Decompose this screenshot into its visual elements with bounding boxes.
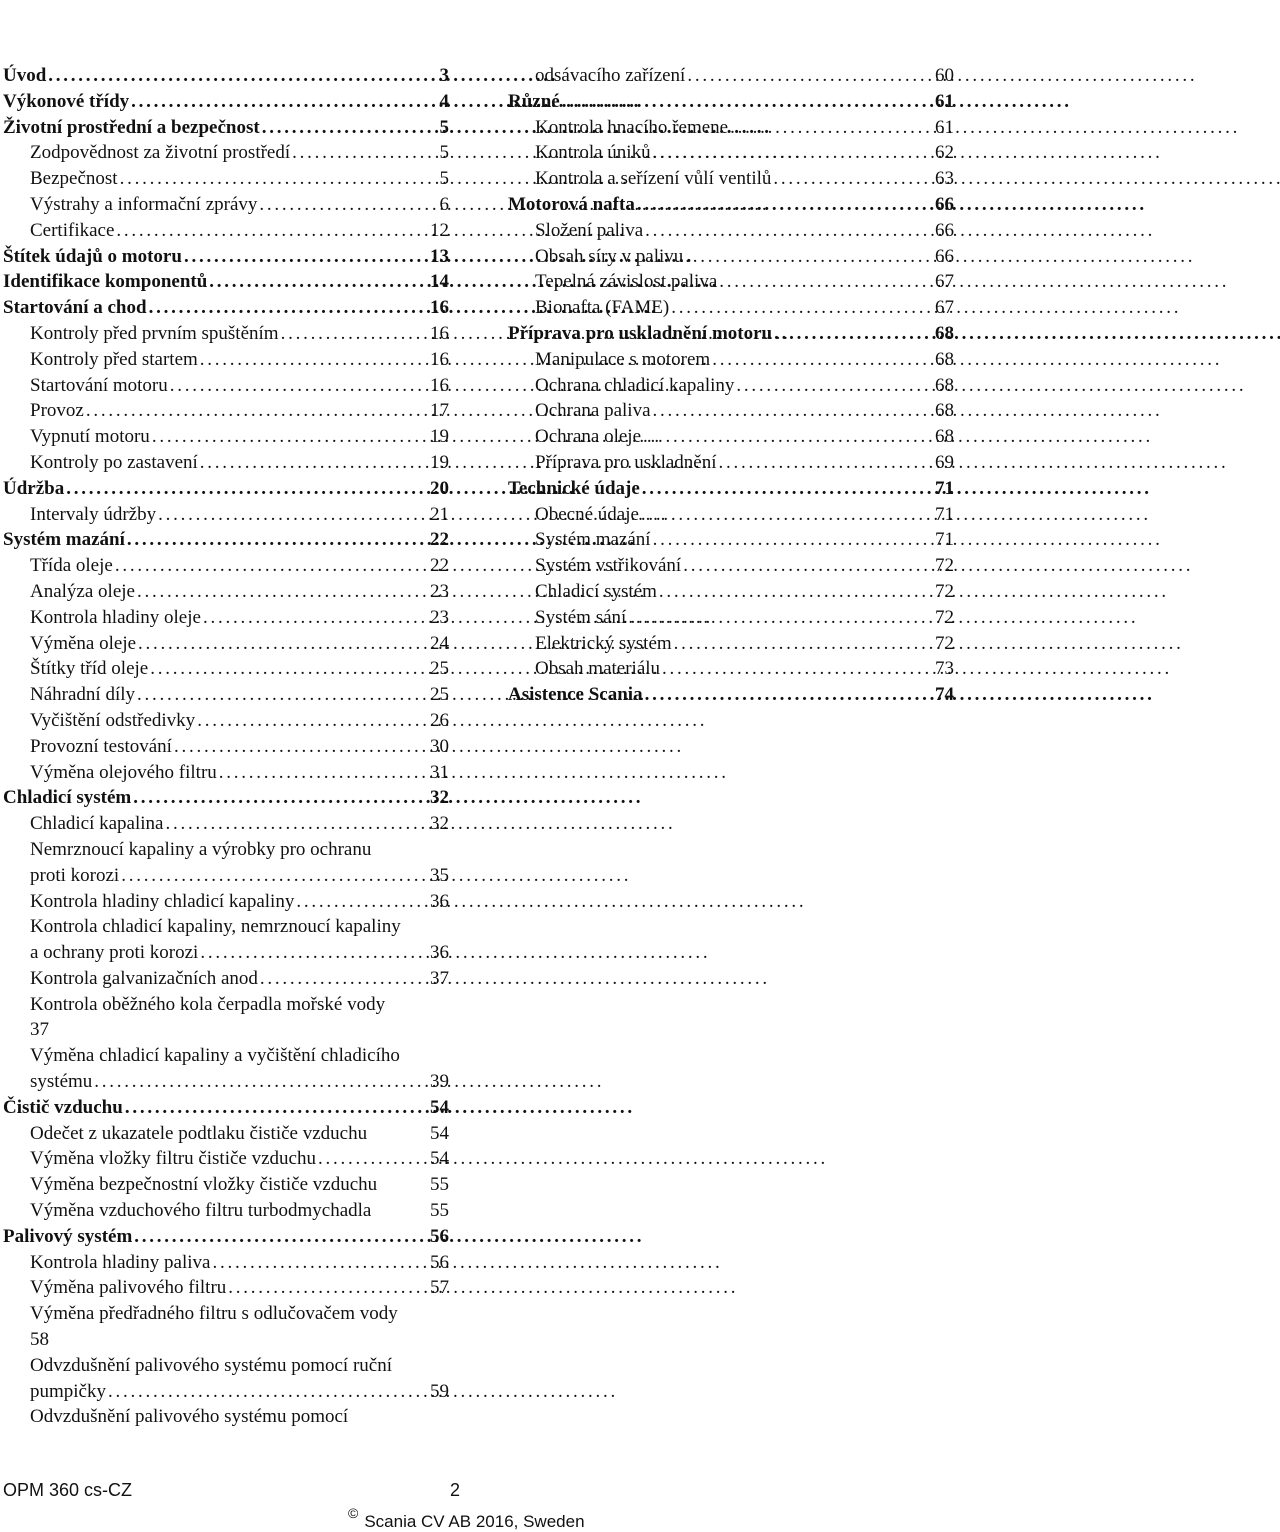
toc-section-entry[interactable] [3,295,449,321]
toc-subsection-entry[interactable] [3,1379,449,1405]
toc-subsection-entry[interactable] [508,631,954,657]
toc-section-entry[interactable] [508,89,954,115]
toc-entry-page: 66 [935,219,954,241]
toc-entry-page: 14 [430,271,449,293]
toc-subsection-entry[interactable] [3,837,449,863]
toc-entry-title: Příprava pro uskladnění [535,451,717,473]
toc-leader-dots [163,811,430,837]
toc-entry-title: Štítky tříd oleje [30,658,149,680]
toc-entry-page: 5 [439,116,449,138]
toc-subsection-entry[interactable] [3,398,449,424]
toc-leader-dots [257,192,439,218]
toc-entry-title: Kontrola galvanizačních anod [30,967,258,989]
toc-entry-page: 56 [430,1251,449,1273]
toc-leader-dots [294,889,430,915]
toc-subsection-entry[interactable] [3,914,449,940]
toc-entry-page: 66 [935,245,954,267]
toc-subsection-entry[interactable] [508,347,954,373]
toc-subsection-entry[interactable] [3,218,449,244]
toc-entry-page: 5 [439,142,449,164]
toc-leader-dots [210,1250,430,1276]
toc-entry-page: 67 [935,297,954,319]
toc-leader-dots [132,1224,430,1250]
toc-entry-page: 68 [935,426,954,448]
toc-subsection-entry[interactable] [3,631,449,657]
toc-subsection-entry[interactable] [508,115,954,141]
toc-entry-title: Vyčištění odstředivky [30,709,196,731]
toc-leader-dots [217,760,430,786]
toc-entry-title: Čistič vzduchu [3,1096,123,1118]
page-number: 2 [450,1480,461,1500]
toc-subsection-entry[interactable] [3,1146,449,1172]
toc-entry-page: 66 [935,193,954,215]
toc-entry-page: 54 [430,1122,449,1144]
toc-entry-page: 62 [935,142,954,164]
toc-subsection-entry[interactable] [3,1198,449,1224]
toc-entry-page: 19 [430,451,449,473]
toc-entry-title: Kontroly před prvním spuštěním [30,322,279,344]
toc-entry-title: Výměna chladicí kapaliny a vyčištění chladicího [30,1045,400,1067]
toc-subsection-entry[interactable] [3,424,449,450]
toc-entry-title: Tepelná závislost paliva [535,271,718,293]
toc-left-column [3,63,449,1430]
toc-entry-title: Kontrola hladiny oleje [30,606,201,628]
toc-subsection-entry[interactable] [3,1275,449,1301]
toc-subsection-entry[interactable] [3,1121,449,1147]
toc-entry-title: Systém sání [535,606,627,628]
toc-section-entry[interactable] [3,476,449,502]
toc-entry-page: 16 [430,322,449,344]
toc-leader-dots [635,192,935,218]
toc-leader-dots [125,527,430,553]
toc-leader-dots [113,553,430,579]
toc-leader-dots [195,708,430,734]
toc-subsection-entry[interactable] [508,398,954,424]
toc-leader-dots [198,347,430,373]
toc-subsection-entry[interactable] [508,605,954,631]
toc-entry-page: 60 [935,65,954,86]
toc-leader-dots [46,63,439,89]
toc-leader-dots [728,115,935,141]
toc-entry-page: 13 [430,245,449,267]
toc-entry-title: Obecné údaje [535,503,639,525]
toc-entry-title: Výkonové třídy [3,90,130,112]
toc-section-entry[interactable] [3,269,449,295]
toc-subsection-entry[interactable] [508,527,954,553]
toc-entry-page: 26 [430,709,449,731]
toc-entry-title: Startování a chod [3,297,147,319]
toc-subsection-entry[interactable] [3,450,449,476]
toc-subsection-entry[interactable] [3,502,449,528]
toc-entry-title: proti korozi [30,864,120,886]
toc-section-entry[interactable] [3,1224,449,1250]
toc-entry-page: 39 [430,1071,449,1093]
toc-leader-dots [717,269,935,295]
toc-leader-dots [626,605,935,631]
toc-leader-dots [651,527,935,553]
toc-subsection-entry[interactable] [3,166,449,192]
toc-right-column [508,63,954,708]
toc-entry-title: Odvzdušnění palivového systému pomocí [30,1406,349,1428]
toc-subsection-entry[interactable] [508,63,954,89]
toc-entry-page: 54 [430,1096,449,1118]
toc-entry-title: Elektrický systém [535,632,672,654]
toc-section-entry[interactable] [3,63,449,89]
toc-entry-title: Vypnutí motoru [30,426,150,448]
toc-leader-dots [135,682,430,708]
toc-entry-title: Obsah materiálu [535,658,661,680]
toc-leader-dots [651,140,935,166]
toc-leader-dots [147,295,430,321]
toc-entry-page: 68 [935,400,954,422]
toc-section-entry[interactable] [3,785,449,811]
toc-entry-title: Výměna olejového filtru [30,761,217,783]
toc-entry-page: 16 [430,374,449,396]
copyright-notice [348,1505,585,1532]
toc-entry-page: 61 [935,90,954,112]
toc-leader-dots [651,398,935,424]
toc-subsection-entry[interactable] [508,269,954,295]
toc-entry-page: 6 [439,193,449,215]
toc-entry-title: pumpičky [30,1380,106,1402]
toc-entry-title: Kontroly před startem [30,348,198,370]
toc-leader-dots [710,347,935,373]
toc-entry-page: 55 [430,1174,449,1196]
toc-entry-title: Odečet z ukazatele podtlaku čističe vzduchu [30,1122,368,1144]
toc-entry-title: Náhradní díly [30,684,136,706]
toc-entry-title: Manipulace s motorem [535,348,711,370]
toc-entry-page: 3 [439,65,449,86]
toc-subsection-entry[interactable] [3,1172,449,1198]
toc-entry-title: Systém vstřikování [535,555,682,577]
toc-entry-page: 19 [430,426,449,448]
toc-entry-page: 72 [935,632,954,654]
toc-entry-title: Intervaly údržby [30,503,157,525]
toc-leader-dots [640,476,935,502]
toc-subsection-entry[interactable] [508,295,954,321]
copyright-symbol: © [348,1505,359,1521]
toc-entry-page: 5 [439,168,449,190]
toc-subsection-entry[interactable] [3,321,449,347]
toc-entry-title: systému [30,1071,93,1093]
toc-entry-title: Výměna vzduchového filtru turbodmychadla [30,1200,372,1222]
toc-subsection-entry[interactable] [3,347,449,373]
toc-entry-page: 12 [430,219,449,241]
toc-leader-dots [168,373,430,399]
toc-subsection-entry[interactable] [3,708,449,734]
toc-entry-title: Systém mazání [3,529,125,551]
toc-entry-title: Příprava pro uskladnění motoru [508,322,773,344]
toc-leader-dots [118,166,440,192]
toc-subsection-entry[interactable] [3,605,449,631]
toc-leader-dots [643,218,935,244]
toc-leader-dots [114,218,430,244]
toc-leader-dots [657,579,935,605]
toc-subsection-entry[interactable] [3,811,449,837]
toc-entry-page: 55 [430,1200,449,1222]
toc-entry-page: 68 [935,374,954,396]
toc-entry-page: 71 [935,503,954,525]
toc-entry-page: 22 [430,555,449,577]
toc-subsection-entry[interactable] [3,1327,449,1353]
toc-entry-page: 63 [935,168,954,190]
toc-entry-title: Obsah síry v palivu [535,245,684,267]
toc-entry-page: 61 [935,116,954,138]
toc-entry-title: Nemrznoucí kapaliny a výrobky pro ochranu [30,838,372,860]
toc-entry-page: 32 [430,813,449,835]
toc-entry-title: Palivový systém [3,1225,133,1247]
toc-leader-dots [279,321,430,347]
toc-section-entry[interactable] [508,476,954,502]
toc-entry-page: 37 [430,967,449,989]
toc-entry-title: Výměna bezpečnostní vložky čističe vzduchu [30,1174,378,1196]
toc-entry-title: Kontrola chladicí kapaliny, nemrznoucí kapaliny [30,916,401,938]
toc-leader-dots [685,63,935,89]
toc-section-entry[interactable] [3,1095,449,1121]
toc-leader-dots [201,605,430,631]
toc-entry-page: 59 [430,1380,449,1402]
toc-leader-dots [148,656,430,682]
toc-leader-dots [150,424,430,450]
toc-entry-page: 36 [430,890,449,912]
toc-entry-page: 31 [430,761,449,783]
toc-entry-page: 20 [430,477,449,499]
toc-leader-dots [207,269,430,295]
toc-entry-title: Odvzdušnění palivového systému pomocí ruční [30,1354,392,1376]
toc-entry-page: 72 [935,606,954,628]
toc-subsection-entry[interactable] [508,424,954,450]
toc-leader-dots [771,166,935,192]
toc-subsection-entry[interactable] [508,450,954,476]
toc-subsection-entry[interactable] [3,682,449,708]
toc-subsection-entry[interactable] [508,218,954,244]
toc-entry-page: 57 [430,1277,449,1299]
toc-entry-page: 30 [430,735,449,757]
toc-leader-dots [119,863,430,889]
toc-entry-page: 23 [430,580,449,602]
toc-entry-title: Výměna palivového filtru [30,1277,227,1299]
toc-leader-dots [92,1069,430,1095]
toc-entry-title: Údržba [3,477,65,499]
toc-entry-page: 73 [935,658,954,680]
toc-subsection-entry[interactable] [3,373,449,399]
toc-entry-page: 17 [430,400,449,422]
toc-entry-page: 36 [430,942,449,964]
toc-entry-page: 32 [430,787,449,809]
toc-entry-title: Štítek údajů o motoru [3,245,182,267]
toc-subsection-entry[interactable] [3,1017,449,1043]
toc-subsection-entry[interactable] [3,1301,449,1327]
toc-section-entry[interactable] [508,192,954,218]
toc-leader-dots [135,579,430,605]
toc-leader-dots [669,295,935,321]
toc-entry-title: Kontrola úniků [535,142,651,164]
toc-leader-dots [123,1095,430,1121]
toc-leader-dots [64,476,430,502]
toc-entry-page: 23 [430,606,449,628]
toc-entry-page: 74 [935,684,954,706]
toc-subsection-entry[interactable] [3,940,449,966]
toc-leader-dots [106,1379,430,1405]
toc-subsection-entry[interactable] [3,992,449,1018]
toc-subsection-entry[interactable] [3,1250,449,1276]
toc-subsection-entry[interactable] [508,244,954,270]
toc-leader-dots [198,940,430,966]
toc-leader-dots [156,502,430,528]
toc-entry-page: 25 [430,684,449,706]
toc-leader-dots [198,450,430,476]
toc-entry-title: Identifikace komponentů [3,271,208,293]
toc-entry-title: Ochrana chladicí kapaliny [535,374,735,396]
toc-entry-title: Chladicí kapalina [30,813,164,835]
toc-entry-title: Ochrana oleje [535,426,642,448]
toc-leader-dots [129,89,439,115]
toc-section-entry[interactable] [3,244,449,270]
toc-leader-dots [660,656,935,682]
toc-entry-page: 67 [935,271,954,293]
toc-leader-dots [717,450,935,476]
toc-entry-title: Různé [508,90,560,112]
toc-leader-dots [258,966,430,992]
toc-leader-dots [734,373,935,399]
toc-entry-title: Systém mazání [535,529,651,551]
toc-entry-title: Třída oleje [30,555,113,577]
document-code: OPM 360 cs-CZ [3,1480,133,1500]
toc-leader-dots [182,244,430,270]
toc-entry-page: 72 [935,580,954,602]
toc-subsection-entry[interactable] [3,734,449,760]
toc-entry-title: Bezpečnost [30,168,118,190]
toc-entry-title: Kontrola a seřízení vůlí ventilů [535,168,772,190]
toc-leader-dots [683,244,935,270]
toc-leader-dots [131,785,430,811]
toc-entry-title: odsávacího zařízení [535,65,686,86]
toc-leader-dots [672,631,935,657]
toc-entry-title: Chladicí systém [3,787,132,809]
toc-entry-page: 24 [430,632,449,654]
toc-entry-title: Složení paliva [535,219,644,241]
toc-subsection-entry[interactable] [3,760,449,786]
toc-leader-dots [136,631,430,657]
toc-entry-page: 71 [935,529,954,551]
toc-entry-title: Zodpovědnost za životní prostředí [30,142,291,164]
toc-entry-page: 16 [430,348,449,370]
toc-subsection-entry[interactable] [3,863,449,889]
toc-subsection-entry[interactable] [3,1069,449,1095]
toc-subsection-entry[interactable] [508,553,954,579]
toc-entry-page: 22 [430,529,449,551]
toc-section-entry[interactable] [3,89,449,115]
toc-subsection-entry[interactable] [508,166,954,192]
toc-leader-dots [260,115,440,141]
toc-leader-dots [643,682,935,708]
toc-subsection-entry[interactable] [508,373,954,399]
toc-entry-title: Kontroly po zastavení [30,451,198,473]
toc-entry-title: Kontrola oběžného kola čerpadla mořské vody [30,993,386,1015]
toc-subsection-entry[interactable] [3,192,449,218]
toc-section-entry[interactable] [3,527,449,553]
toc-entry-page: 68 [935,348,954,370]
toc-entry-title: Kontrola hnacího řemene [535,116,729,138]
toc-leader-dots [226,1275,430,1301]
toc-entry-page: 56 [430,1225,449,1247]
toc-entry-title: Výměna oleje [30,632,137,654]
toc-entry-title: Životní prostřední a bezpečnost [3,116,260,138]
toc-entry-title: Výměna předřadného filtru s odlučovačem vody [30,1303,398,1325]
toc-leader-dots [316,1146,430,1172]
toc-entry-title: Provozní testování [30,735,172,757]
toc-entry-title: 58 [30,1329,49,1351]
toc-section-entry[interactable] [508,321,954,347]
toc-entry-title: Provoz [30,400,84,422]
toc-subsection-entry[interactable] [3,553,449,579]
toc-entry-page: 72 [935,555,954,577]
toc-subsection-entry[interactable] [3,1043,449,1069]
toc-leader-dots [560,89,935,115]
toc-leader-dots [641,424,935,450]
toc-subsection-entry[interactable] [508,656,954,682]
toc-subsection-entry[interactable] [508,502,954,528]
toc-entry-title: Výstrahy a informační zprávy [30,193,258,215]
toc-entry-page: 16 [430,297,449,319]
toc-entry-page: 71 [935,477,954,499]
toc-entry-title: Kontrola hladiny paliva [30,1251,211,1273]
toc-entry-title: 37 [30,1019,49,1041]
toc-subsection-entry[interactable] [3,579,449,605]
toc-entry-title: Výměna vložky filtru čističe vzduchu [30,1148,316,1170]
toc-subsection-entry[interactable] [3,656,449,682]
toc-leader-dots [172,734,430,760]
toc-entry-page: 35 [430,864,449,886]
toc-entry-title: Chladicí systém [535,580,657,602]
toc-leader-dots [681,553,935,579]
toc-entry-title: Asistence Scania [508,684,643,706]
toc-leader-dots [290,140,439,166]
toc-subsection-entry[interactable] [3,140,449,166]
toc-entry-title: a ochrany proti korozi [30,942,199,964]
toc-entry-title: Analýza oleje [30,580,135,602]
toc-entry-page: 25 [430,658,449,680]
toc-section-entry[interactable] [508,682,954,708]
toc-entry-page: 68 [935,322,954,344]
toc-subsection-entry[interactable] [3,966,449,992]
toc-subsection-entry[interactable] [508,140,954,166]
toc-entry-page: 4 [439,90,449,112]
toc-entry-title: Úvod [3,65,47,86]
toc-leader-dots [772,321,935,347]
toc-section-entry[interactable] [3,115,449,141]
copyright-text: Scania CV AB 2016, Sweden [364,1512,585,1531]
toc-entry-title: Ochrana paliva [535,400,651,422]
toc-subsection-entry[interactable] [3,1353,449,1379]
toc-entry-title: Startování motoru [30,374,168,396]
toc-entry-page: 69 [935,451,954,473]
toc-entry-title: Technické údaje [508,477,640,499]
toc-subsection-entry[interactable] [3,1404,449,1430]
toc-entry-title: Certifikace [30,219,115,241]
toc-subsection-entry[interactable] [508,579,954,605]
toc-entry-title: Bionafta (FAME) [535,297,670,319]
toc-entry-title: Kontrola hladiny chladicí kapaliny [30,890,295,912]
toc-subsection-entry[interactable] [3,889,449,915]
toc-leader-dots [639,502,935,528]
toc-leader-dots [84,398,430,424]
toc-entry-title: Motorová nafta [508,193,635,215]
toc-entry-page: 21 [430,503,449,525]
toc-entry-page: 54 [430,1148,449,1170]
